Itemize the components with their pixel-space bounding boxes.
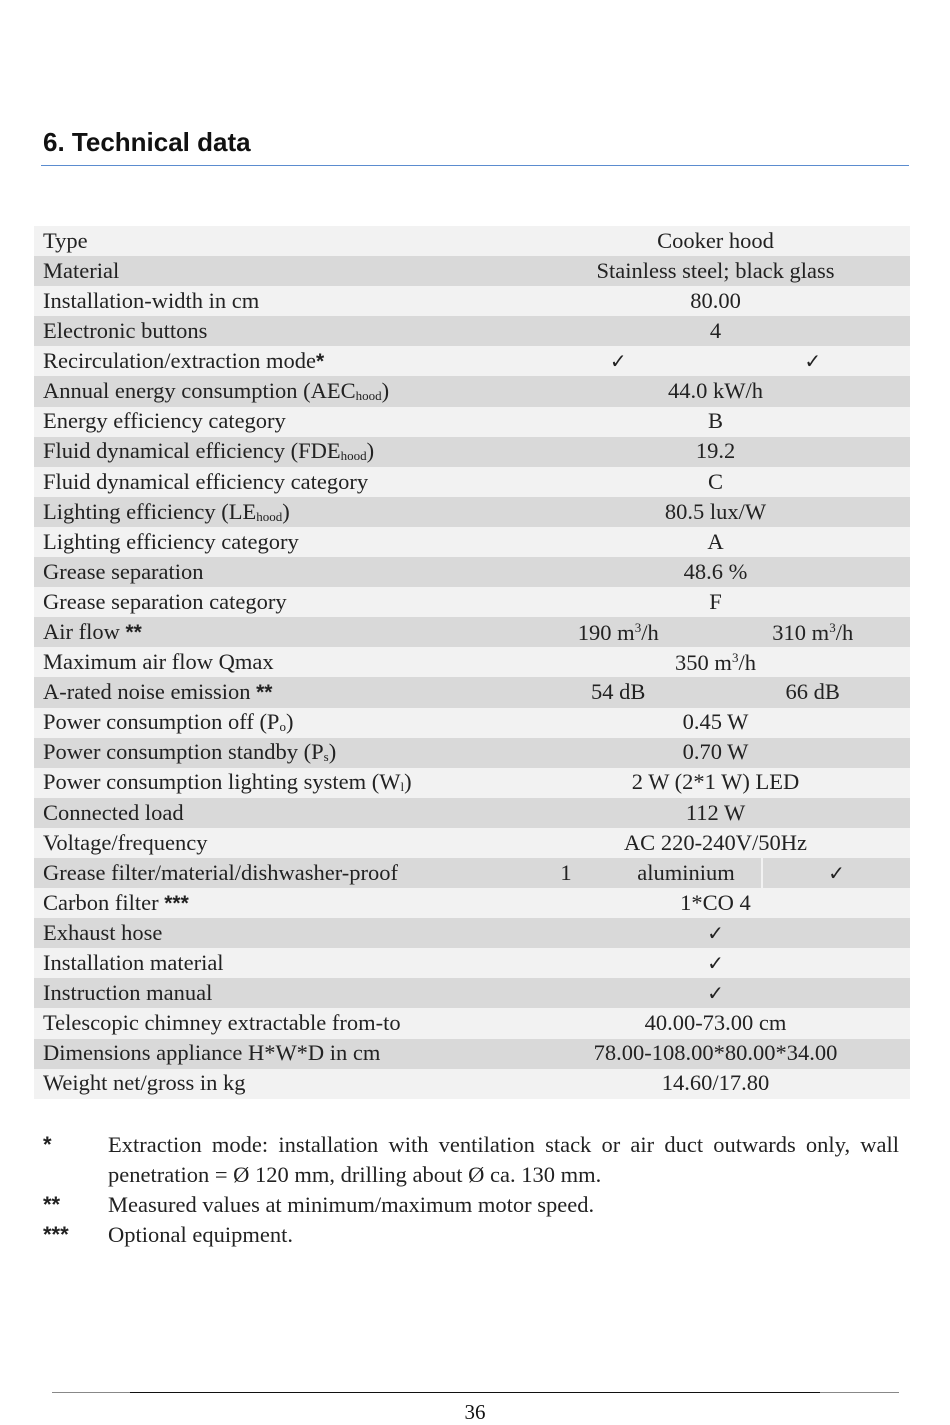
checkmark-icon: ✓ xyxy=(521,948,910,978)
row-label: Lighting efficiency category xyxy=(34,527,521,557)
row-label xyxy=(34,768,521,798)
row-label-text: Power consumption standby (P xyxy=(43,739,324,765)
row-label: Grease separation category xyxy=(34,587,521,617)
row-label-text: Power consumption off (P xyxy=(43,709,280,735)
checkmark-icon: ✓ xyxy=(521,918,910,948)
checkmark-icon: ✓ xyxy=(521,978,910,1008)
airflow-min xyxy=(578,621,659,645)
row-value xyxy=(521,346,910,376)
row-value xyxy=(521,647,910,677)
value-text: 310 m xyxy=(772,619,830,645)
table-row xyxy=(34,497,910,527)
row-label xyxy=(34,888,521,918)
page-title: 6. Technical data xyxy=(43,127,251,157)
row-value: 4 xyxy=(521,316,910,346)
row-label xyxy=(34,376,521,406)
table-row xyxy=(34,1069,910,1099)
row-label xyxy=(34,346,521,376)
superscript: 3 xyxy=(731,649,739,665)
row-label: Connected load xyxy=(34,798,521,828)
table-row xyxy=(34,437,910,467)
footnote-mark: * xyxy=(316,350,325,374)
row-value: 19.2 xyxy=(521,437,910,467)
row-value: 112 W xyxy=(521,798,910,828)
footnote-text: Measured values at minimum/maximum motor speed. xyxy=(108,1192,595,1217)
table-row xyxy=(34,798,910,828)
footnote-text: Extraction mode: installation with ventilation stack or air duct outwards only, wall penetration = Ø 120 mm, drilling about Ø ca. 130 mm. xyxy=(108,1132,899,1187)
subscript: o xyxy=(279,719,286,735)
row-label: Dimensions appliance H*W*D in cm xyxy=(34,1039,521,1069)
filter-material: aluminium xyxy=(637,860,735,886)
subscript: l xyxy=(400,779,405,795)
subscript: hood xyxy=(256,508,283,524)
row-label-text: Annual energy consumption (AEC xyxy=(43,378,356,404)
row-label-text: A-rated noise emission xyxy=(43,679,251,705)
row-value: 44.0 kW/h xyxy=(521,376,910,406)
checkmark-icon: ✓ xyxy=(609,349,627,374)
heading-divider xyxy=(41,165,909,166)
value-text: 350 m xyxy=(675,649,732,675)
row-label: Material xyxy=(34,256,521,286)
footer-divider-accent xyxy=(130,1392,820,1393)
row-value: Stainless steel; black glass xyxy=(521,256,910,286)
footnote xyxy=(43,1130,899,1190)
footnote xyxy=(43,1190,899,1220)
row-label: Electronic buttons xyxy=(34,316,521,346)
row-label xyxy=(34,497,521,527)
table-row xyxy=(34,256,910,286)
table-row xyxy=(34,888,910,918)
row-value: C xyxy=(521,467,910,497)
table-row xyxy=(34,738,910,768)
footnote-mark: * xyxy=(43,1132,52,1157)
table-row xyxy=(34,1039,910,1069)
footnote-mark: *** xyxy=(43,1222,69,1247)
table-row xyxy=(34,587,910,617)
row-label-text: ) xyxy=(404,769,412,795)
table-row xyxy=(34,708,910,738)
row-label: Installation material xyxy=(34,948,521,978)
filter-count: 1 xyxy=(560,860,572,886)
row-label: Grease filter/material/dishwasher-proof xyxy=(34,858,521,888)
row-value: 2 W (2*1 W) LED xyxy=(521,768,910,798)
row-value: 78.00-108.00*80.00*34.00 xyxy=(521,1039,910,1069)
table-row xyxy=(34,647,910,677)
row-value: 0.45 W xyxy=(521,708,910,738)
row-label: Exhaust hose xyxy=(34,918,521,948)
table-row xyxy=(34,527,910,557)
table-row xyxy=(34,768,910,798)
row-label xyxy=(34,617,521,647)
row-label: Grease separation xyxy=(34,557,521,587)
subscript: hood xyxy=(340,448,367,464)
table-row xyxy=(34,376,910,406)
checkmark-icon: ✓ xyxy=(804,349,822,374)
table-row xyxy=(34,858,910,888)
superscript: 3 xyxy=(829,619,836,635)
checkmark-icon: ✓ xyxy=(761,858,910,888)
subscript: s xyxy=(323,749,329,765)
footnotes xyxy=(43,1130,899,1250)
airflow-max xyxy=(772,621,853,645)
footnote xyxy=(43,1220,899,1250)
footnote-mark: ** xyxy=(256,681,273,705)
row-value: 0.70 W xyxy=(521,738,910,768)
row-label-text: Recirculation/extraction mode xyxy=(43,348,317,374)
row-value: 1*CO 4 xyxy=(521,888,910,918)
unit-text: /h xyxy=(641,619,659,645)
table-row xyxy=(34,828,910,858)
table-row xyxy=(34,467,910,497)
table-row xyxy=(34,978,910,1008)
unit-text: /h xyxy=(835,619,854,645)
table-row xyxy=(34,677,910,707)
subscript: hood xyxy=(355,388,382,404)
row-label-text: ) xyxy=(282,498,290,524)
row-label xyxy=(34,708,521,738)
row-value: F xyxy=(521,587,910,617)
table-row xyxy=(34,316,910,346)
row-value: A xyxy=(521,527,910,557)
row-label: Maximum air flow Qmax xyxy=(34,647,521,677)
noise-max: 66 dB xyxy=(785,679,840,705)
row-label-text: Air flow xyxy=(43,619,120,645)
row-label: Type xyxy=(34,226,521,256)
table-row xyxy=(34,617,910,647)
row-label: Fluid dynamical efficiency category xyxy=(34,467,521,497)
row-label xyxy=(34,437,521,467)
table-row xyxy=(34,286,910,316)
row-label-text: Fluid dynamical efficiency (FDE xyxy=(43,438,341,464)
row-value: AC 220-240V/50Hz xyxy=(521,828,910,858)
row-label xyxy=(34,738,521,768)
footnote-text: Optional equipment. xyxy=(108,1222,293,1247)
footnote-mark: ** xyxy=(43,1192,61,1217)
table-row xyxy=(34,557,910,587)
page-number: 36 xyxy=(464,1400,486,1424)
technical-data-table xyxy=(34,226,910,1099)
row-label-text: ) xyxy=(366,438,375,464)
row-value: Cooker hood xyxy=(521,226,910,256)
table-row xyxy=(34,346,910,376)
row-value xyxy=(521,858,910,888)
row-value xyxy=(521,677,910,707)
row-label-text: Lighting efficiency (LE xyxy=(43,498,257,524)
row-value: 80.5 lux/W xyxy=(521,497,910,527)
row-value: 80.00 xyxy=(521,286,910,316)
row-label-text: Carbon filter xyxy=(43,889,159,915)
row-label-text: ) xyxy=(285,709,294,735)
row-label xyxy=(34,677,521,707)
superscript: 3 xyxy=(634,619,642,635)
unit-text: /h xyxy=(738,649,756,675)
table-row xyxy=(34,407,910,437)
row-label: Instruction manual xyxy=(34,978,521,1008)
row-label-text: ) xyxy=(328,739,337,765)
table-row xyxy=(34,226,910,256)
row-value: B xyxy=(521,407,910,437)
table-row xyxy=(34,948,910,978)
row-value: 48.6 % xyxy=(521,557,910,587)
row-label: Weight net/gross in kg xyxy=(34,1069,521,1099)
row-value: 40.00-73.00 cm xyxy=(521,1008,910,1038)
row-value xyxy=(521,617,910,647)
row-label: Voltage/frequency xyxy=(34,828,521,858)
row-label: Energy efficiency category xyxy=(34,407,521,437)
row-label-text: Power consumption lighting system (W xyxy=(43,769,401,795)
value-text: 190 m xyxy=(577,619,635,645)
noise-min: 54 dB xyxy=(591,679,646,705)
footnote-mark: *** xyxy=(164,891,189,915)
row-label: Telescopic chimney extractable from-to xyxy=(34,1008,521,1038)
table-row xyxy=(34,918,910,948)
footnote-mark: ** xyxy=(125,621,142,645)
row-label-text: ) xyxy=(381,378,390,404)
table-row xyxy=(34,1008,910,1038)
row-label: Installation-width in cm xyxy=(34,286,521,316)
row-value: 14.60/17.80 xyxy=(521,1069,910,1099)
